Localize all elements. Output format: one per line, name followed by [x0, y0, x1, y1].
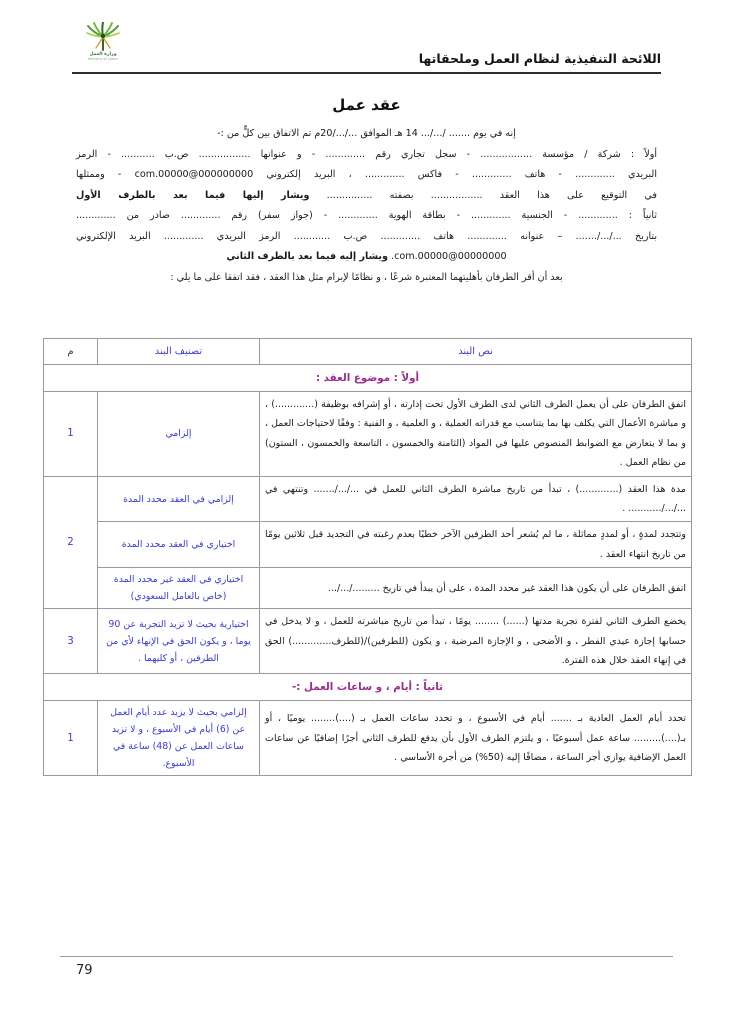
logo-caption-en: Ministry of Labor [87, 56, 119, 61]
column-header-number: م [44, 339, 98, 365]
ministry-of-labor-logo [72, 22, 134, 68]
preamble-line-3: البريدي ............. - هاتف ............. - فاكس ............. ، البريد إلكتروني 000000000@00000.com - وممثلها [76, 169, 657, 180]
section-heading-row [44, 365, 692, 392]
table-row [44, 568, 692, 609]
clause-classification-cell: اختياري في العقد غير محدد المدة (خاص بالعامل السعودي) [98, 568, 260, 609]
header-title: اللائحة التنفيذية لنظام العمل وملحقاتها [418, 51, 661, 66]
clause-classification-cell: إلزامي بحيث لا يزيد عدد أيام العمل عن (6) أيام في الأسبوع ، و لا تزيد ساعات العمل عن (48) ساعة في الأسبوع. [98, 701, 260, 776]
clause-text-cell: مدة هذا العقد (.............) ، تبدأ من تاريخ مباشرة الطرف الثاني للعمل في .../.../....... وتنتهي في .../.../........... . [260, 476, 692, 522]
section-heading: أولاً : موضوع العقد : [44, 365, 692, 392]
preamble-emphasis: ويشار إليه فيما بعد بالطرف الثاني [226, 251, 388, 262]
clause-text-cell: اتفق الطرفان على أن يعمل الطرف الثاني لدى الطرف الأول تحت إدارته ، أو إشرافه بوظيفة (.............) ، و مباشرة الأعمال التي يكلف بها بما يتناسب مع قدراته العملية ، و العلمية ، و الفنية : وفقًا لاحتياجات العمل ، و بما لا يتعارض مع الضوابط المنصوص عليها في المواد (الثامنة والخمسون ، التاسعة والخمسون ، الستون) من نظام العمل . [260, 392, 692, 477]
table-header [44, 339, 692, 365]
clause-number-cell: 3 [44, 609, 98, 674]
clause-text-cell: وتتجدد لمدةٍ ، أو لمددٍ مماثلة ، ما لم يُشعر أحد الطرفين الآخر خطيًا بعدم رغبته في التجديد قبل ثلاثين يومًا من تاريخ انتهاء العقد . [260, 522, 692, 568]
preamble-line-4: في التوقيع على هذا العقد ................. بصفته ............... ويشار إليها فيما بعد بالطرف الأول [76, 189, 657, 201]
clause-number-cell: 1 [44, 701, 98, 776]
preamble-line-5: ثانياً : ............. - الجنسية ............. - بطاقة الهوية ............. - (جواز سفر) رقم ............. صادر من ............. [76, 210, 657, 221]
footer-divider [60, 956, 673, 957]
clause-classification-cell: اختياري في العقد محدد المدة [98, 522, 260, 568]
table-row [44, 701, 692, 776]
header-divider [72, 72, 661, 74]
preamble-block [76, 124, 657, 288]
clause-number-cell: 2 [44, 476, 98, 609]
preamble-line-6: بتاريخ .../.../....... – عنوانه ............. هاتف ............. ص.ب ............ الرمز البريدي ............. البريد الإلكتروني [76, 230, 657, 242]
logo-caption-ar: وزارة العمل [89, 52, 117, 57]
table-row [44, 609, 692, 674]
section-heading: ثانياً : أيام ، و ساعات العمل :- [44, 674, 692, 701]
table-body [44, 365, 692, 776]
clause-classification-cell: إلزامي [98, 392, 260, 477]
page-title: عقد عمل [332, 96, 401, 114]
column-header-clause-text: نص البند [260, 339, 692, 365]
logo-caption [88, 53, 118, 61]
preamble-line-8: بعد أن أقر الطرفان بأهليتهما المعتبرة شرعًا ، و نظامًا لإبرام مثل هذا العقد ، فقد اتفقا على ما يلي : [170, 271, 563, 283]
clause-classification-cell: اختيارية بحيث لا تزيد التجربة عن 90 يوما ، و يكون الحق في الإنهاء لأي من الطرفين ، أو كليهما . [98, 609, 260, 674]
preamble-line-7: 00000000@00000.com. ويشار إليه فيما بعد بالطرف الثاني [226, 251, 507, 262]
table-header-row [44, 339, 692, 365]
preamble-line-1: إنه في يوم ....... /.../... 14 هـ الموافق .../.../20م تم الاتفاق بين كلٍّ من :- [217, 128, 516, 139]
contract-clauses-table-wrapper [43, 338, 692, 776]
clause-text-cell: اتفق الطرفان على أن يكون هذا العقد غير محدد المدة ، على أن يبدأ في تاريخ ........./.../... [260, 568, 692, 609]
palm-tree-icon [86, 22, 120, 52]
column-header-classification: تصنيف البند [98, 339, 260, 365]
contract-clauses-table [43, 338, 692, 776]
preamble-line-2: أولاً : شركة / مؤسسة ................. - سجل تجاري رقم ............. - و عنوانها ................. ص.ب ........... - الرمز [76, 148, 657, 160]
table-row [44, 476, 692, 522]
section-heading-row [44, 674, 692, 701]
page-header [72, 22, 661, 74]
clause-number-cell: 1 [44, 392, 98, 477]
table-row [44, 522, 692, 568]
page-number: 79 [76, 963, 93, 978]
clause-classification-cell: إلزامي في العقد محدد المدة [98, 476, 260, 522]
table-row [44, 392, 692, 477]
page-footer [60, 956, 673, 978]
clause-text-cell: يخضع الطرف الثاني لفترة تجربة مدتها (......) ........ يومًا ، تبدأ من تاريخ مباشرته للعمل ، و لا يدخل في حسابها إجازة عيدي الفطر ، و الأضحى ، و الإجازة المرضية ، و يكون (للطرفين)/(للطرف.............) الحق في إنهاء العقد خلال هذه الفترة. [260, 609, 692, 674]
clause-text-cell: تحدد أيام العمل العادية بـ ....... أيام في الأسبوع ، و تحدد ساعات العمل بـ (....)........ يوميًا ، أو بـ(....)......... ساعة عمل أسبوعيًا ، و يلتزم الطرف الأول بأن يدفع للطرف الثاني أجرًا إضافيًا عن ساعات العمل الإضافية يوازي أجر الساعة ، مضافًا إليه (50%) من أجره الأساسي . [260, 701, 692, 776]
preamble-emphasis: ويشار إليها فيما بعد بالطرف الأول [76, 189, 310, 201]
